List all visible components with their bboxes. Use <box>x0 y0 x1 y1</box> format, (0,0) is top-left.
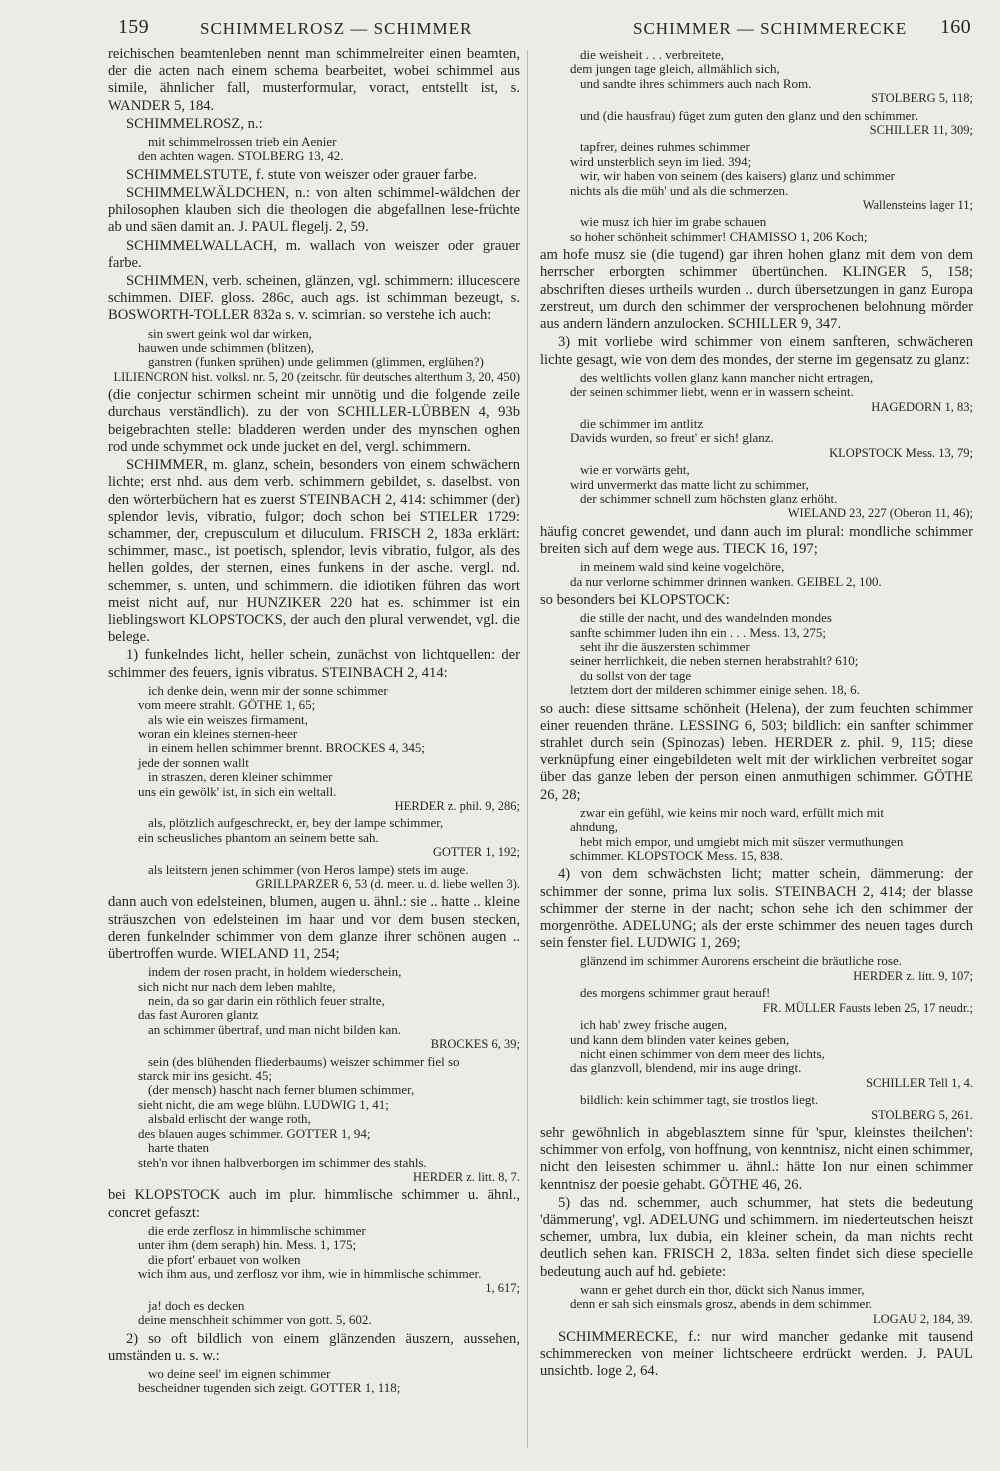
verse-quotation <box>108 1224 520 1296</box>
quotation-source: LILIENCRON hist. volksl. nr. 5, 20 (zeitschr. für deutsches alterthum 3, 20, 450) <box>113 369 520 384</box>
quotation-source: WIELAND 23, 227 (Oberon 11, 46); <box>787 506 973 521</box>
entry-paragraph: am hofe musz sie (die tugend) gar ihren hohen glanz mit dem von dem herrscher erborgten schimmer übertünchen. KLINGER 5, 158; abschriften dieses urtheils wurden .. durch übersetzungen in ganz Europa zerstreut, um durch den schimmer der versprochenen belohnung mörder aus andern ländern anzulocken. SCHILLER 9, 347. <box>540 247 973 333</box>
verse-line: das fast Auroren glantz <box>138 1008 259 1023</box>
verse-quotation <box>540 1093 973 1122</box>
entry-paragraph: bei KLOPSTOCK auch im plur. himmlische schimmer u. ähnl., concret gefaszt: <box>108 1187 520 1221</box>
verse-line: wie er vorwärts geht, <box>580 463 690 478</box>
verse-line: ich denke dein, wenn mir der sonne schimmer <box>148 683 388 698</box>
verse-line: in meinem wald sind keine vogelchöre, <box>580 560 785 575</box>
entry-paragraph: SCHIMMELSTUTE, f. stute von weiszer oder grauer farbe. <box>126 166 477 183</box>
verse-quotation <box>540 417 973 460</box>
verse-quotation <box>540 109 973 138</box>
verse-quotation <box>108 684 520 814</box>
verse-quotation <box>540 48 973 106</box>
quotation-source: HERDER z. litt. 9, 107; <box>853 968 973 983</box>
verse-line: als wie ein weiszes firmament, <box>148 712 308 727</box>
entry-paragraph: sehr gewöhnlich in abgeblasztem sinne für 'spur, kleinstes theilchen': schimmer von erfolg, von hoffnung, von kenntnisz, nicht einen schimmer, nicht den leisesten schimmer u. ähnl.: hätte Ion nur einen schimmer kenntnisz der poesie gehabt. GÖTHE 46, 26. <box>540 1124 973 1193</box>
verse-line: den achten wagen. STOLBERG 13, 42. <box>138 149 344 164</box>
verse-line: in einem hellen schimmer brennt. BROCKES 4, 345; <box>148 741 425 756</box>
verse-quotation <box>108 1299 520 1328</box>
entry-paragraph: 1) funkelndes licht, heller schein, zunächst von lichtquellen: der schimmer des feuers, ignis vibratus. STEINBACH 2, 414: <box>108 647 520 681</box>
verse-quotation <box>540 560 973 589</box>
quotation-source: 1, 617; <box>485 1281 520 1296</box>
entry-paragraph: 3) mit vorliebe wird schimmer von einem sanfteren, schwächeren lichte gesagt, wie von dem des mondes, der sterne im gegensatz zu glanz: <box>540 334 973 368</box>
verse-line: und kann dem blinden vater keines geben, <box>570 1032 790 1047</box>
entry-paragraph: so auch: diese sittsame schönheit (Helena), der zum feuchten schimmer einer reuenden thräne. LESSING 6, 503; bildlich: ein sanfter schimmer strahlet durch sein (Spinozas) leben. HERDER z. phil. 9, 115; diese verknüpfung einer eingebildeten welt mit der wirklichen verbreitet sogar über das ganze leben der person einen anmuthigen schimmer. GÖTHE 26, 28; <box>540 700 973 803</box>
verse-quotation <box>540 371 973 414</box>
entry-paragraph: (die conjectur schirmen scheint mir unnötig und die folgende zeile durchaus verständlich). zu der von SCHILLER-LÜBBEN 4, 93b beigebrachten stelle: bladderen werden under des mynschen oghen rod unde schymmet ock unde jucket en del, vergl. schimmern. <box>108 387 520 455</box>
verse-line: woran ein kleines sternen-heer <box>138 726 298 741</box>
verse-quotation <box>540 215 973 244</box>
verse-quotation <box>108 327 520 385</box>
verse-line: ahndung, <box>570 820 619 835</box>
quotation-source: STOLBERG 5, 261. <box>871 1107 973 1122</box>
verse-quotation <box>540 140 973 212</box>
entry-paragraph: dann auch von edelsteinen, blumen, augen u. ähnl.: sie .. hatte .. kleine sträuszchen von edelsteinen im haar und vor dem busen stecken, deren funkelnder schimmer von dem glanze ihrer schönen augen .. übertroffen wurde. WIELAND 11, 254; <box>108 894 520 963</box>
entry-paragraph: SCHIMMERECKE, f.: nur wird mancher gedanke mit tausend schimmerecken von meiner lichtscheere erdrückt werden. J. PAUL unsichtb. loge 2, 64. <box>540 1329 973 1380</box>
entry-paragraph: reichischen beamtenleben nennt man schimmelreiter einen beamten, der die acten nach einem schema bearbeitet, wobei schimmel aus simile, ähnlicher fall, musterformular, voract, entstellt ist, s. WANDER 5, 184. <box>108 46 520 114</box>
quotation-source: STOLBERG 5, 118; <box>871 91 973 106</box>
verse-line: bescheidner tugenden sich zeigt. GOTTER 1, 118; <box>138 1381 401 1396</box>
verse-line: in straszen, deren kleiner schimmer <box>148 770 333 785</box>
verse-quotation <box>108 816 520 859</box>
verse-line: und (die hausfrau) füget zum guten den glanz und den schimmer. <box>580 108 919 123</box>
verse-line: bildlich: kein schimmer tagt, sie trostlos liegt. <box>580 1093 819 1108</box>
verse-line: die stille der nacht, und des wandelnden mondes <box>580 611 832 626</box>
entry-paragraph: SCHIMMER, m. glanz, schein, besonders von einem schwächern lichte; erst nhd. aus dem verb. schimmern gebildet, s. daselbst. von den wörterbüchern hat es zuerst STEINBACH 2, 414: schimmer (der) splendor levis, vibratio, fulgor; doch schon bei STIELER 1729: schammer, der, crepusculum et diluculum. FRISCH 2, 183a erklärt: schimmer, masc., ist poetisch, splendor, levis vibratio, fulgor, als des hellen goldes, der sternen, eines funkens in der asche. vergl. nd. schemmer, s. unten, und schimmern. die idiotiken führen das wort meist nicht auf, nur HUNZIKER 220 hat es. schimmer ist ein lieblingswort KLOPSTOCKS, der auch den plural verwendet, vgl. die belege. <box>108 457 520 646</box>
entry-paragraph: SCHIMMEN, verb. scheinen, glänzen, vgl. schimmern: illucescere schimmen. DIEF. gloss. 286c, auch ags. ist schimman bezeugt, s. BOSWORTH-TOLLER 832a s. v. scimrian. so verstehe ich auch: <box>108 273 520 324</box>
verse-line: der seinen schimmer liebt, wenn er in wassern scheint. <box>570 385 854 400</box>
verse-line: nicht einen schimmer von dem meer des lichts, <box>580 1046 825 1061</box>
verse-line: wird unvermerkt das matte licht zu schimmer, <box>570 477 809 492</box>
verse-quotation <box>108 965 520 1051</box>
entry-paragraph: SCHIMMELWÄLDCHEN, n.: von alten schimmel-wäldchen der philosophen klauben sich die theologen die abgefallnen lese-früchte ab und säen damit an. J. PAUL flegelj. 2, 59. <box>108 185 520 236</box>
verse-line: sanfte schimmer luden ihn ein . . . Mess. 13, 275; <box>570 625 826 640</box>
entry-paragraph: SCHIMMELWALLACH, m. wallach von weiszer oder grauer farbe. <box>108 237 520 271</box>
verse-line: als leitstern jenen schimmer (von Heros lampe) stets im auge. <box>148 862 469 877</box>
verse-line: die weisheit . . . verbreitete, <box>580 48 725 62</box>
quotation-source: HAGEDORN 1, 83; <box>871 399 973 414</box>
verse-line: denn er sah sich einsmals grosz, abends in dem schimmer. <box>570 1297 873 1312</box>
verse-line: starck mir ins gesicht. 45; <box>138 1069 272 1084</box>
quotation-source: BROCKES 6, 39; <box>430 1037 520 1052</box>
entry-paragraph: 2) so oft bildlich von einem glänzenden äuszern, aussehen, umständen u. s. w.: <box>108 1330 520 1364</box>
verse-line: nichts als die müh' und als die schmerzen. <box>570 183 789 198</box>
verse-line: des morgens schimmer graut herauf! <box>580 986 771 1001</box>
verse-line: glänzend im schimmer Aurorens erscheint die bräutliche rose. <box>580 954 903 969</box>
verse-quotation <box>108 1055 520 1185</box>
verse-line: sich nicht nur nach dem leben mahlte, <box>138 979 336 994</box>
quotation-source: GRILLPARZER 6, 53 (d. meer. u. d. liebe wellen 3). <box>255 877 520 892</box>
verse-line: sin swert geink wol dar wirken, <box>148 326 312 341</box>
verse-line: als, plötzlich aufgeschreckt, er, bey der lampe schimmer, <box>148 816 444 831</box>
page-number-right: 160 <box>940 16 971 38</box>
verse-line: vom meere strahlt. GÖTHE 1, 65; <box>138 698 316 713</box>
verse-line: und sandte ihres schimmers auch nach Rom. <box>580 76 812 91</box>
verse-line: der schimmer schnell zum höchsten glanz erhöht. <box>580 491 838 506</box>
verse-quotation <box>108 135 520 164</box>
verse-line: die erde zerflosz in himmlische schimmer <box>148 1223 366 1238</box>
page-number-left: 159 <box>118 16 149 38</box>
running-head-left: SCHIMMELROSZ — SCHIMMER <box>200 19 473 38</box>
verse-line: die pfort' erbauet von wolken <box>148 1252 301 1267</box>
verse-line: ich hab' zwey frische augen, <box>580 1018 728 1033</box>
verse-quotation <box>540 806 973 864</box>
verse-line: alsbald erlischt der wange roth, <box>148 1112 311 1127</box>
verse-line: uns ein gewölk' ist, in sich ein weltall. <box>138 784 337 799</box>
quotation-source: GOTTER 1, 192; <box>432 845 520 860</box>
verse-line: Davids wurden, so freut' er sich! glanz. <box>570 431 774 446</box>
verse-line: ja! doch es decken <box>148 1298 245 1313</box>
verse-line: wird unsterblich seyn im lied. 394; <box>570 154 752 169</box>
verse-line: des blauen auges schimmer. GOTTER 1, 94; <box>138 1126 371 1141</box>
verse-line: wich ihm aus, und zerflosz vor ihm, wie in himmlische schimmer. <box>138 1266 482 1281</box>
right-column <box>540 46 973 1382</box>
running-head-right: SCHIMMER — SCHIMMERECKE <box>633 19 908 38</box>
quotation-source: HERDER z. phil. 9, 286; <box>394 798 520 813</box>
verse-line: das glanzvoll, blendend, mir ins auge dringt. <box>570 1061 802 1076</box>
quotation-source: LOGAU 2, 184, 39. <box>873 1311 973 1326</box>
verse-quotation <box>540 986 973 1015</box>
verse-line: (der mensch) hascht nach ferner blumen schimmer, <box>148 1083 415 1098</box>
entry-paragraph: SCHIMMELROSZ, n.: <box>126 115 263 132</box>
verse-line: wie musz ich hier im grabe schauen <box>580 215 767 230</box>
verse-line: so hoher schönheit schimmer! CHAMISSO 1, 206 Koch; <box>570 229 868 244</box>
verse-line: wann er gehet durch ein thor, dückt sich Nanus immer, <box>580 1282 865 1297</box>
verse-line: du sollst von der tage <box>580 668 692 683</box>
entry-paragraph: häufig concret gewendet, und dann auch im plural: mondliche schimmer breiten sich auf dem wege aus. TIECK 16, 197; <box>540 523 973 557</box>
verse-line: nein, da so gar darin ein röthlich feuer stralte, <box>148 994 385 1009</box>
verse-line: hauwen unde schimmen (blitzen), <box>138 341 315 356</box>
verse-quotation <box>108 1367 520 1396</box>
verse-line: steh'n vor ihnen halbverborgen im schimmer des stahls. <box>138 1155 427 1170</box>
entry-paragraph: 5) das nd. schemmer, auch schummer, hat stets die bedeutung 'dämmerung', vgl. ADELUNG und schimmern. im niederteutschen heiszt schemer, umbra, lux dubia, ein kleiner schein, da man nichts recht deutlich sehen kan. FRISCH 2, 183a. selten findet sich diese specielle bedeutung auch auf hd. gebiete: <box>540 1194 973 1280</box>
verse-line: dem jungen tage gleich, allmählich sich, <box>570 62 780 77</box>
quotation-source: Wallensteins lager 11; <box>862 198 973 213</box>
verse-quotation <box>540 954 973 983</box>
left-column <box>108 46 520 1399</box>
verse-line: letztem dort der milderen schimmer einige sehen. 18, 6. <box>570 683 860 698</box>
quotation-source: KLOPSTOCK Mess. 13, 79; <box>829 445 973 460</box>
quotation-source: SCHILLER 11, 309; <box>869 123 973 138</box>
verse-line: hebt mich empor, und umgiebt mich mit süszer vermuthungen <box>580 834 904 849</box>
verse-line: unter ihm (dem seraph) hin. Mess. 1, 175; <box>138 1238 357 1253</box>
verse-line: an schimmer übertraf, und man nicht bilden kan. <box>148 1022 402 1037</box>
verse-line: sein (des blühenden fliederbaums) weiszer schimmer fiel so <box>148 1054 460 1069</box>
verse-line: sieht nicht, die am wege blühn. LUDWIG 1, 41; <box>138 1097 389 1112</box>
verse-line: ganstren (funken sprühen) unde gelimmen (glimmen, erglühen?) <box>148 355 484 370</box>
verse-quotation <box>108 863 520 892</box>
quotation-source: SCHILLER Tell 1, 4. <box>866 1075 973 1090</box>
verse-line: indem der rosen pracht, in holdem wiederschein, <box>148 965 402 980</box>
verse-line: mit schimmelrossen trieb ein Aenier <box>148 135 337 150</box>
verse-line: harte thaten <box>148 1141 209 1156</box>
verse-line: die schimmer im antlitz <box>580 416 704 431</box>
verse-line: seiner herrlichkeit, die neben sternen herabstrahlt? 610; <box>570 654 859 669</box>
verse-line: seht ihr die äuszersten schimmer <box>580 640 750 654</box>
verse-quotation <box>540 1283 973 1326</box>
entry-paragraph: 4) von dem schwächsten licht; matter schein, dämmerung: der schimmer der sonne, prima lux solis. STEINBACH 2, 414; der blasse schimmer der sterne in der nacht; schon sehe ich den schimmer der morgenröthe. ADELUNG; als der erste schimmer des neuen tages durch sein fenster fiel. LUDWIG 1, 269; <box>540 866 973 952</box>
verse-line: wir, wir haben von seinem (des kaisers) glanz und schimmer <box>580 169 896 184</box>
verse-line: tapfrer, deines ruhmes schimmer <box>580 140 750 155</box>
verse-quotation <box>540 1018 973 1090</box>
verse-quotation <box>540 463 973 521</box>
verse-line: ein scheusliches phantom an seinem bette sah. <box>138 830 379 845</box>
verse-line: da nur verlorne schimmer drinnen wanken. GEIBEL 2, 100. <box>570 574 882 589</box>
entry-paragraph: so besonders bei KLOPSTOCK: <box>540 591 730 608</box>
verse-quotation <box>540 611 973 697</box>
verse-line: jede der sonnen wallt <box>138 755 249 770</box>
verse-line: des weltlichts vollen glanz kann mancher nicht ertragen, <box>580 370 874 385</box>
verse-line: deine menschheit schimmer von gott. 5, 602. <box>138 1313 372 1328</box>
quotation-source: HERDER z. litt. 8, 7. <box>413 1169 520 1184</box>
verse-line: schimmer. KLOPSTOCK Mess. 15, 838. <box>570 849 783 864</box>
quotation-source: FR. MÜLLER Fausts leben 25, 17 neudr.; <box>762 1000 973 1015</box>
verse-line: wo deine seel' im eignen schimmer <box>148 1366 331 1381</box>
verse-line: zwar ein gefühl, wie keins mir noch ward, erfüllt mich mit <box>580 805 884 820</box>
column-divider <box>527 50 528 1448</box>
